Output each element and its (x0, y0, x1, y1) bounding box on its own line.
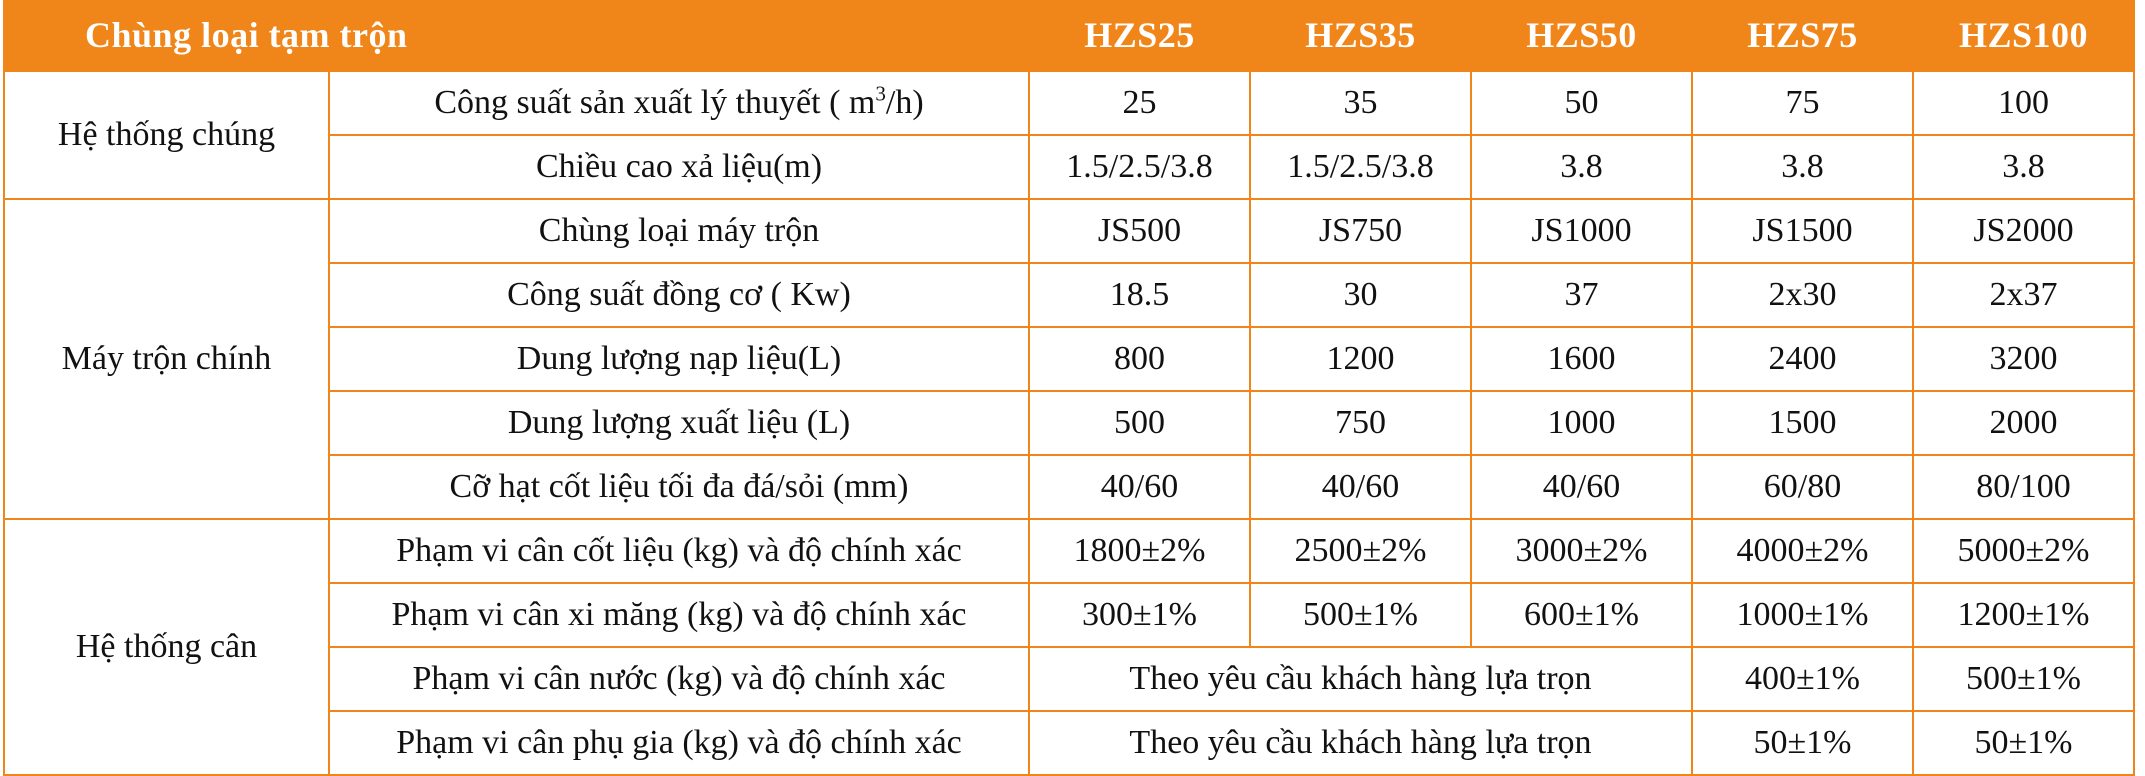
header-model-hzs25: HZS25 (1029, 1, 1250, 71)
item-label-chieu-cao-xa-lieu: Chiều cao xả liệu(m) (329, 135, 1029, 199)
value-cell: 2x30 (1692, 263, 1913, 327)
value-cell: 30 (1250, 263, 1471, 327)
value-cell: 50±1% (1913, 711, 2134, 775)
value-cell: 37 (1471, 263, 1692, 327)
value-cell: 500±1% (1250, 583, 1471, 647)
value-cell: 1.5/2.5/3.8 (1029, 135, 1250, 199)
value-cell: 3.8 (1471, 135, 1692, 199)
value-cell: 3.8 (1692, 135, 1913, 199)
merged-value-cell: Theo yêu cầu khách hàng lựa trọn (1029, 711, 1692, 775)
table-row (4, 71, 2134, 135)
item-label-pham-vi-can-xi-mang: Phạm vi cân xi măng (kg) và độ chính xác (329, 583, 1029, 647)
table-body (4, 71, 2134, 775)
value-cell: 1500 (1692, 391, 1913, 455)
value-cell: 500±1% (1913, 647, 2134, 711)
value-cell: 100 (1913, 71, 2134, 135)
item-label-pham-vi-can-phu-gia: Phạm vi cân phụ gia (kg) và độ chính xác (329, 711, 1029, 775)
value-cell: 4000±2% (1692, 519, 1913, 583)
value-cell: 2x37 (1913, 263, 2134, 327)
value-cell: 25 (1029, 71, 1250, 135)
value-cell: 2400 (1692, 327, 1913, 391)
value-cell: 60/80 (1692, 455, 1913, 519)
value-cell: 400±1% (1692, 647, 1913, 711)
value-cell: 40/60 (1250, 455, 1471, 519)
value-cell: 5000±2% (1913, 519, 2134, 583)
value-cell: JS2000 (1913, 199, 2134, 263)
value-cell: 50 (1471, 71, 1692, 135)
value-cell: 80/100 (1913, 455, 2134, 519)
value-cell: JS1500 (1692, 199, 1913, 263)
header-type-label: Chùng loại tạm trộn (4, 1, 1029, 71)
value-cell: JS500 (1029, 199, 1250, 263)
group-label-he-thong-can: Hệ thống cân (4, 519, 329, 775)
table-header (4, 1, 2134, 71)
value-cell: 1200±1% (1913, 583, 2134, 647)
value-cell: 3000±2% (1471, 519, 1692, 583)
value-cell: JS1000 (1471, 199, 1692, 263)
item-label-co-hat-cot-lieu: Cỡ hạt cốt liệu tối đa đá/sỏi (mm) (329, 455, 1029, 519)
value-cell: 500 (1029, 391, 1250, 455)
value-cell: 18.5 (1029, 263, 1250, 327)
header-model-hzs50: HZS50 (1471, 1, 1692, 71)
merged-value-cell: Theo yêu cầu khách hàng lựa trọn (1029, 647, 1692, 711)
group-label-may-tron-chinh: Máy trộn chính (4, 199, 329, 519)
table-row (4, 199, 2134, 263)
item-text: Công suất sản xuất lý thuyết ( $m^3/h$) (434, 81, 924, 122)
value-cell: 3.8 (1913, 135, 2134, 199)
item-label-cong-suat-dong-co: Công suất đồng cơ ( Kw) (329, 263, 1029, 327)
value-cell: 50±1% (1692, 711, 1913, 775)
value-cell: 40/60 (1471, 455, 1692, 519)
group-label-he-thong-chung: Hệ thống chúng (4, 71, 329, 199)
table-row (4, 519, 2134, 583)
value-cell: 300±1% (1029, 583, 1250, 647)
value-cell: 3200 (1913, 327, 2134, 391)
value-cell: 40/60 (1029, 455, 1250, 519)
value-cell: 75 (1692, 71, 1913, 135)
table-header-row (4, 1, 2134, 71)
header-model-hzs75: HZS75 (1692, 1, 1913, 71)
value-cell: 2500±2% (1250, 519, 1471, 583)
value-cell: 1000±1% (1692, 583, 1913, 647)
value-cell: 1000 (1471, 391, 1692, 455)
value-cell: 1.5/2.5/3.8 (1250, 135, 1471, 199)
value-cell: 800 (1029, 327, 1250, 391)
value-cell: 2000 (1913, 391, 2134, 455)
value-cell: 35 (1250, 71, 1471, 135)
header-model-hzs100: HZS100 (1913, 1, 2134, 71)
item-label-pham-vi-can-nuoc: Phạm vi cân nước (kg) và độ chính xác (329, 647, 1029, 711)
header-model-hzs35: HZS35 (1250, 1, 1471, 71)
value-cell: 1200 (1250, 327, 1471, 391)
concrete-batching-plant-spec-table (3, 0, 2135, 776)
item-label-cong-suat-san-xuat (329, 71, 1029, 135)
item-label-dung-luong-nap-lieu: Dung lượng nạp liệu(L) (329, 327, 1029, 391)
item-label-pham-vi-can-cot-lieu: Phạm vi cân cốt liệu (kg) và độ chính xác (329, 519, 1029, 583)
value-cell: 750 (1250, 391, 1471, 455)
value-cell: 1600 (1471, 327, 1692, 391)
item-label-dung-luong-xuat-lieu: Dung lượng xuất liệu (L) (329, 391, 1029, 455)
value-cell: JS750 (1250, 199, 1471, 263)
item-label-chung-loai-may-tron: Chùng loại máy trộn (329, 199, 1029, 263)
value-cell: 1800±2% (1029, 519, 1250, 583)
value-cell: 600±1% (1471, 583, 1692, 647)
